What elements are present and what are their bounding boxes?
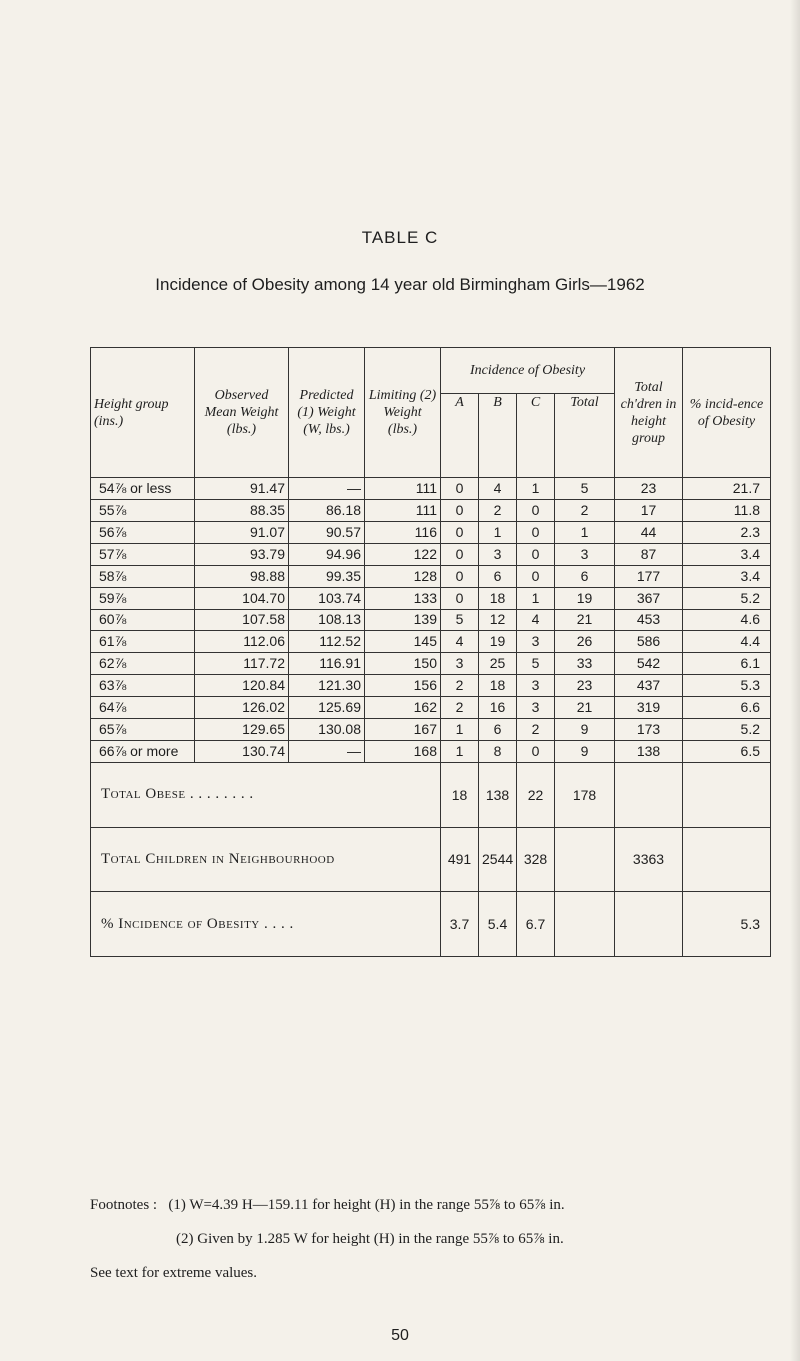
- cell-pct: 5.3: [683, 675, 771, 697]
- cell-limiting: 156: [365, 675, 441, 697]
- cell-total: [555, 892, 615, 957]
- cell-height: 58⅞: [91, 565, 195, 587]
- cell-a: 0: [441, 565, 479, 587]
- cell-b: 4: [479, 478, 517, 500]
- header-predicted-weight: Predicted (1) Weight (W, lbs.): [289, 348, 365, 478]
- cell-height: 66⅞ or more: [91, 741, 195, 763]
- table-row: [91, 609, 771, 631]
- cell-total: 19: [555, 587, 615, 609]
- table-body: [91, 478, 771, 763]
- footnote-1: [90, 1188, 770, 1222]
- table-row: [91, 565, 771, 587]
- cell-a: 0: [441, 478, 479, 500]
- cell-limiting: 162: [365, 697, 441, 719]
- cell-predicted: —: [289, 741, 365, 763]
- summary-row-pct-incidence: [91, 892, 771, 957]
- header-observed-weight: Observed Mean Weight (lbs.): [195, 348, 289, 478]
- cell-limiting: 128: [365, 565, 441, 587]
- cell-a: 18: [441, 762, 479, 827]
- cell-children: 367: [615, 587, 683, 609]
- cell-pct: 5.2: [683, 587, 771, 609]
- cell-b: 2: [479, 499, 517, 521]
- summary-row-total-obese: [91, 762, 771, 827]
- cell-predicted: 103.74: [289, 587, 365, 609]
- cell-c: 0: [517, 543, 555, 565]
- cell-b: 2544: [479, 827, 517, 892]
- cell-pct: 4.4: [683, 631, 771, 653]
- cell-a: 0: [441, 521, 479, 543]
- cell-height: 54⅞ or less: [91, 478, 195, 500]
- cell-pct: 6.1: [683, 653, 771, 675]
- cell-pct: [683, 762, 771, 827]
- header-sub-c: C: [517, 394, 555, 478]
- footnotes-label: Footnotes :: [90, 1197, 158, 1213]
- cell-limiting: 168: [365, 741, 441, 763]
- cell-limiting: 122: [365, 543, 441, 565]
- table-row: [91, 521, 771, 543]
- cell-c: 4: [517, 609, 555, 631]
- cell-b: 6: [479, 565, 517, 587]
- cell-a: 491: [441, 827, 479, 892]
- cell-a: 1: [441, 719, 479, 741]
- table-row: [91, 478, 771, 500]
- cell-pct: 2.3: [683, 521, 771, 543]
- cell-predicted: 86.18: [289, 499, 365, 521]
- cell-c: 328: [517, 827, 555, 892]
- cell-height: 55⅞: [91, 499, 195, 521]
- table-row: [91, 499, 771, 521]
- cell-a: 0: [441, 543, 479, 565]
- cell-a: 2: [441, 675, 479, 697]
- cell-children: [615, 762, 683, 827]
- cell-children: 3363: [615, 827, 683, 892]
- summary-label: Total Obese . . . . . . . .: [91, 762, 441, 827]
- cell-b: 18: [479, 587, 517, 609]
- cell-children: 173: [615, 719, 683, 741]
- cell-b: 18: [479, 675, 517, 697]
- header-sub-a: A: [441, 394, 479, 478]
- cell-pct: 4.6: [683, 609, 771, 631]
- cell-b: 12: [479, 609, 517, 631]
- cell-b: 6: [479, 719, 517, 741]
- cell-a: 1: [441, 741, 479, 763]
- cell-predicted: 112.52: [289, 631, 365, 653]
- cell-children: 453: [615, 609, 683, 631]
- cell-c: 0: [517, 741, 555, 763]
- footnote-3: See text for extreme values.: [90, 1265, 258, 1281]
- cell-children: 437: [615, 675, 683, 697]
- cell-children: 44: [615, 521, 683, 543]
- cell-height: 65⅞: [91, 719, 195, 741]
- cell-c: 2: [517, 719, 555, 741]
- cell-b: 3: [479, 543, 517, 565]
- cell-predicted: 130.08: [289, 719, 365, 741]
- cell-observed: 126.02: [195, 697, 289, 719]
- summary-label: Total Children in Neighbourhood: [91, 827, 441, 892]
- table-row: [91, 675, 771, 697]
- page-edge-shadow: [790, 0, 800, 1361]
- cell-a: 5: [441, 609, 479, 631]
- cell-children: 23: [615, 478, 683, 500]
- cell-predicted: 99.35: [289, 565, 365, 587]
- cell-pct: 5.2: [683, 719, 771, 741]
- cell-children: 87: [615, 543, 683, 565]
- table-summary: [91, 762, 771, 956]
- cell-observed: 120.84: [195, 675, 289, 697]
- cell-c: 3: [517, 631, 555, 653]
- cell-limiting: 133: [365, 587, 441, 609]
- cell-pct: 6.5: [683, 741, 771, 763]
- cell-observed: 91.47: [195, 478, 289, 500]
- cell-total: 9: [555, 719, 615, 741]
- cell-pct: 11.8: [683, 499, 771, 521]
- cell-a: 3.7: [441, 892, 479, 957]
- footnote-2: (2) Given by 1.285 W for height (H) in the range 55⅞ to 65⅞ in.: [176, 1231, 564, 1247]
- cell-observed: 93.79: [195, 543, 289, 565]
- cell-height: 64⅞: [91, 697, 195, 719]
- cell-children: [615, 892, 683, 957]
- cell-limiting: 139: [365, 609, 441, 631]
- cell-total: 23: [555, 675, 615, 697]
- cell-observed: 98.88: [195, 565, 289, 587]
- cell-a: 0: [441, 587, 479, 609]
- cell-pct: 6.6: [683, 697, 771, 719]
- cell-total: 21: [555, 697, 615, 719]
- cell-limiting: 116: [365, 521, 441, 543]
- cell-pct: 3.4: [683, 565, 771, 587]
- cell-predicted: 94.96: [289, 543, 365, 565]
- cell-observed: 130.74: [195, 741, 289, 763]
- footnote-1-text: (1) W=4.39 H—159.11 for height (H) in the range 55⅞ to 65⅞ in.: [168, 1197, 565, 1213]
- cell-predicted: 121.30: [289, 675, 365, 697]
- table-subtitle: Incidence of Obesity among 14 year old Birmingham Girls—1962: [155, 275, 645, 294]
- page-number: 50: [391, 1327, 409, 1344]
- cell-observed: 112.06: [195, 631, 289, 653]
- cell-c: 5: [517, 653, 555, 675]
- cell-pct: 3.4: [683, 543, 771, 565]
- cell-predicted: 108.13: [289, 609, 365, 631]
- cell-predicted: —: [289, 478, 365, 500]
- cell-limiting: 111: [365, 499, 441, 521]
- cell-children: 542: [615, 653, 683, 675]
- cell-total: 21: [555, 609, 615, 631]
- cell-b: 25: [479, 653, 517, 675]
- cell-b: 8: [479, 741, 517, 763]
- cell-children: 138: [615, 741, 683, 763]
- header-incidence: Incidence of Obesity: [441, 348, 615, 394]
- cell-c: 3: [517, 675, 555, 697]
- table-header: [91, 348, 771, 478]
- cell-height: 56⅞: [91, 521, 195, 543]
- cell-a: 3: [441, 653, 479, 675]
- cell-b: 1: [479, 521, 517, 543]
- cell-observed: 88.35: [195, 499, 289, 521]
- summary-label: % Incidence of Obesity . . . .: [91, 892, 441, 957]
- cell-observed: 107.58: [195, 609, 289, 631]
- cell-height: 57⅞: [91, 543, 195, 565]
- cell-height: 63⅞: [91, 675, 195, 697]
- cell-limiting: 167: [365, 719, 441, 741]
- cell-observed: 104.70: [195, 587, 289, 609]
- cell-observed: 117.72: [195, 653, 289, 675]
- cell-height: 61⅞: [91, 631, 195, 653]
- cell-a: 2: [441, 697, 479, 719]
- cell-children: 319: [615, 697, 683, 719]
- cell-b: 138: [479, 762, 517, 827]
- obesity-table: [90, 347, 771, 957]
- header-total-children: Total ch'dren in height group: [615, 348, 683, 478]
- cell-b: 5.4: [479, 892, 517, 957]
- cell-predicted: 90.57: [289, 521, 365, 543]
- cell-total: 5: [555, 478, 615, 500]
- table-row: [91, 631, 771, 653]
- cell-c: 0: [517, 499, 555, 521]
- cell-predicted: 125.69: [289, 697, 365, 719]
- cell-c: 22: [517, 762, 555, 827]
- table-row: [91, 543, 771, 565]
- cell-pct: [683, 827, 771, 892]
- table-row: [91, 653, 771, 675]
- cell-height: 60⅞: [91, 609, 195, 631]
- cell-observed: 91.07: [195, 521, 289, 543]
- cell-pct: 5.3: [683, 892, 771, 957]
- cell-total: [555, 827, 615, 892]
- cell-c: 6.7: [517, 892, 555, 957]
- cell-limiting: 111: [365, 478, 441, 500]
- cell-a: 0: [441, 499, 479, 521]
- cell-total: 33: [555, 653, 615, 675]
- header-pct-incidence: % incid-ence of Obesity: [683, 348, 771, 478]
- table-row: [91, 697, 771, 719]
- table-title: TABLE C: [361, 228, 439, 247]
- cell-height: 62⅞: [91, 653, 195, 675]
- cell-predicted: 116.91: [289, 653, 365, 675]
- cell-total: 1: [555, 521, 615, 543]
- cell-a: 4: [441, 631, 479, 653]
- footnotes: [90, 1188, 770, 1290]
- table-row: [91, 741, 771, 763]
- header-sub-b: B: [479, 394, 517, 478]
- cell-c: 3: [517, 697, 555, 719]
- cell-total: 6: [555, 565, 615, 587]
- cell-c: 0: [517, 521, 555, 543]
- cell-limiting: 150: [365, 653, 441, 675]
- cell-children: 177: [615, 565, 683, 587]
- cell-children: 17: [615, 499, 683, 521]
- table-row: [91, 587, 771, 609]
- table-row: [91, 719, 771, 741]
- cell-total: 178: [555, 762, 615, 827]
- cell-height: 59⅞: [91, 587, 195, 609]
- header-height-group: Height group (ins.): [91, 348, 195, 478]
- header-sub-total: Total: [555, 394, 615, 478]
- cell-c: 1: [517, 478, 555, 500]
- cell-c: 1: [517, 587, 555, 609]
- cell-total: 26: [555, 631, 615, 653]
- cell-total: 3: [555, 543, 615, 565]
- cell-children: 586: [615, 631, 683, 653]
- summary-row-total-children: [91, 827, 771, 892]
- cell-pct: 21.7: [683, 478, 771, 500]
- cell-total: 9: [555, 741, 615, 763]
- cell-observed: 129.65: [195, 719, 289, 741]
- cell-limiting: 145: [365, 631, 441, 653]
- header-limiting-weight: Limiting (2) Weight (lbs.): [365, 348, 441, 478]
- cell-b: 19: [479, 631, 517, 653]
- cell-b: 16: [479, 697, 517, 719]
- cell-c: 0: [517, 565, 555, 587]
- cell-total: 2: [555, 499, 615, 521]
